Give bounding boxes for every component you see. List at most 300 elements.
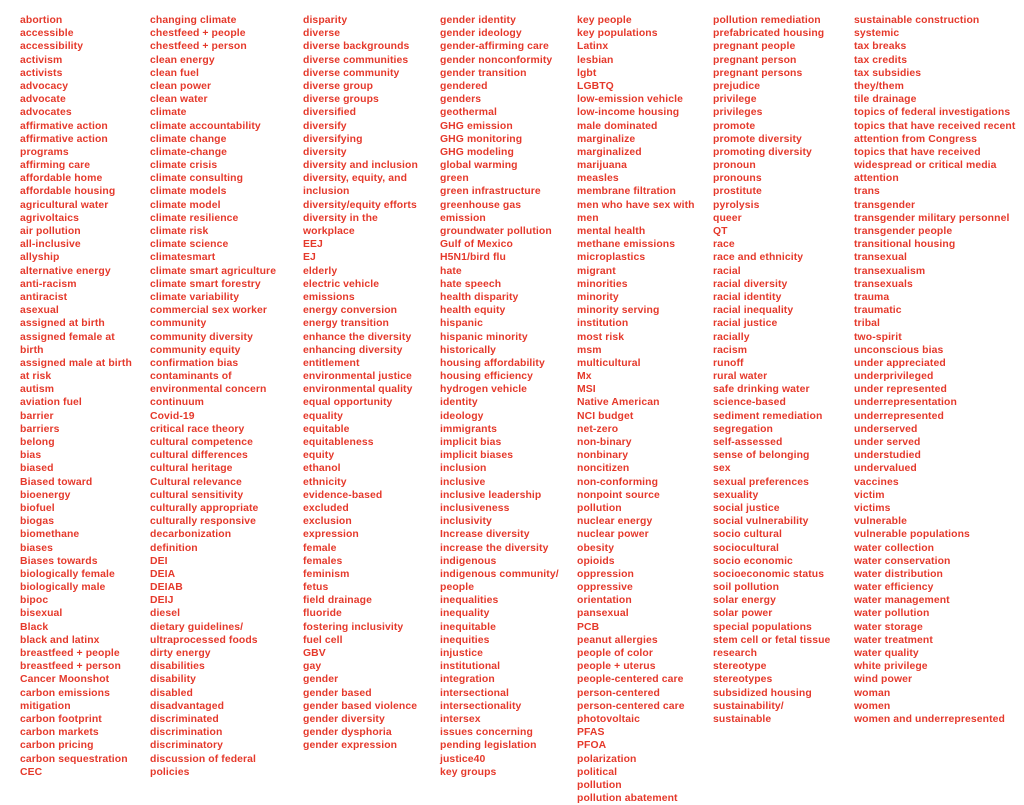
term: inclusiveness: [440, 502, 510, 514]
term: air pollution: [20, 226, 81, 237]
word-column-7: [854, 14, 1024, 726]
term: inclusion: [440, 463, 487, 475]
term: sustainable construction: [854, 15, 980, 26]
term: definition: [150, 542, 198, 554]
term: topics that have received recent attention from Congress: [854, 120, 1016, 145]
term: marginalized: [577, 146, 642, 158]
term: pansexual: [577, 608, 629, 620]
term: traumatic: [854, 305, 902, 317]
word-column-6: [713, 14, 854, 726]
term: low-income housing: [577, 107, 680, 119]
term: historically: [440, 344, 497, 356]
term: systemic: [854, 28, 900, 40]
term: gender identity: [440, 15, 516, 26]
word-column-1: [20, 14, 150, 779]
term: culturally appropriate: [150, 502, 259, 514]
term: barriers: [20, 423, 60, 435]
term: feminism: [303, 568, 350, 580]
term: photovoltaic: [577, 713, 640, 725]
term: most risk: [577, 331, 625, 343]
term: DEI: [150, 555, 168, 567]
term: non-conforming: [577, 476, 659, 488]
term: water management: [854, 595, 950, 607]
term: agricultural water: [20, 199, 109, 211]
term: sexual preferences: [713, 476, 809, 488]
term: topics of federal investigations: [854, 107, 1011, 119]
term: pyrolysis: [713, 199, 760, 211]
term: affirmative action: [20, 120, 108, 132]
term: Black: [20, 621, 49, 633]
term: NCI budget: [577, 410, 634, 422]
term: enhancing diversity: [303, 344, 403, 356]
term: equal opportunity: [303, 397, 393, 409]
term: diesel: [150, 608, 181, 620]
term: ideology: [440, 410, 484, 422]
term: underrepresentation: [854, 397, 957, 409]
term: orientation: [577, 595, 632, 607]
term: cultural competence: [150, 437, 253, 448]
term: minority: [577, 291, 619, 303]
term: racial diversity: [713, 278, 788, 290]
term: anti-racism: [20, 278, 77, 290]
term: trauma: [854, 291, 890, 303]
term: climate resilience: [150, 212, 239, 224]
term: minority serving institution: [577, 305, 660, 330]
term: disabilities: [150, 661, 205, 673]
term: females: [303, 555, 343, 567]
term: science-based: [713, 397, 786, 409]
term: biologically male: [20, 582, 106, 594]
term: gender diversity: [303, 713, 385, 725]
term: nonpoint source pollution: [577, 489, 660, 514]
term: tribal: [854, 318, 881, 330]
term: sediment remediation: [713, 410, 823, 422]
term: intersex: [440, 713, 481, 725]
term: they/them: [854, 80, 904, 92]
term: pregnant persons: [713, 67, 803, 79]
term: subsidized housing: [713, 687, 812, 699]
term: black and latinx: [20, 634, 100, 646]
term: pronouns: [713, 173, 762, 185]
term: tax breaks: [854, 41, 907, 53]
term: PFAS: [577, 727, 605, 739]
term: GHG modeling: [440, 146, 514, 158]
term: rural water: [713, 371, 768, 383]
term: key people: [577, 15, 632, 26]
term: pregnant person: [713, 54, 797, 66]
term: lesbian: [577, 54, 614, 66]
term: under appreciated: [854, 357, 946, 369]
term: person-centered care: [577, 700, 685, 712]
term: underprivileged: [854, 371, 934, 383]
term: water conservation: [854, 555, 951, 567]
term: housing efficiency: [440, 371, 534, 383]
term: diverse backgrounds: [303, 41, 410, 53]
term: race and ethnicity: [713, 252, 804, 264]
term: prejudice: [713, 80, 761, 92]
term: advocacy: [20, 80, 69, 92]
term: biased: [20, 463, 54, 475]
term: dietary guidelines/ ultraprocessed foods: [150, 621, 258, 646]
term: bipoc: [20, 595, 49, 607]
term: assigned male at birth: [20, 357, 132, 369]
term: Biases towards: [20, 555, 98, 567]
term: carbon footprint: [20, 713, 102, 725]
term: transgender military personnel: [854, 212, 1010, 224]
term: solar energy: [713, 595, 776, 607]
term: affirmative action programs: [20, 133, 108, 158]
term: clean water: [150, 94, 208, 106]
term: diversifying: [303, 133, 363, 145]
term: discriminated: [150, 713, 219, 725]
term: clean energy: [150, 54, 215, 66]
term: soil pollution: [713, 582, 780, 594]
term: affirming care: [20, 160, 91, 172]
term: male dominated: [577, 120, 658, 132]
term: Cancer Moonshot: [20, 674, 110, 686]
term: sustainability/ sustainable: [713, 700, 784, 725]
term: inequality: [440, 608, 490, 620]
term: diverse groups: [303, 94, 379, 106]
term: biogas: [20, 516, 55, 528]
term: sexuality: [713, 489, 759, 501]
term: socioeconomic status: [713, 568, 825, 580]
term: unconscious bias: [854, 344, 944, 356]
term: carbon sequestration: [20, 753, 128, 765]
term: PFOA: [577, 740, 607, 752]
term: minorities: [577, 278, 628, 290]
term: advocates: [20, 107, 72, 119]
term: geothermal: [440, 107, 498, 119]
term: obesity: [577, 542, 615, 554]
term: oppressive: [577, 582, 633, 594]
term: health disparity: [440, 291, 519, 303]
term: self-assessed: [713, 437, 783, 448]
term: special populations: [713, 621, 812, 633]
term: GHG monitoring: [440, 133, 523, 145]
term: cultural differences: [150, 450, 248, 462]
term: two-spirit: [854, 331, 902, 343]
term: community: [150, 318, 207, 330]
term: housing affordability: [440, 357, 545, 369]
term: climate smart forestry: [150, 278, 261, 290]
term: biomethane: [20, 529, 80, 541]
term: Native American: [577, 397, 660, 409]
term: affordable home: [20, 173, 103, 185]
term: PCB: [577, 621, 600, 633]
term: gender expression: [303, 740, 398, 752]
term: hispanic minority: [440, 331, 528, 343]
term: health equity: [440, 305, 506, 317]
term: transitional housing: [854, 239, 956, 251]
term: DEIJ: [150, 595, 174, 607]
term: water collection: [854, 542, 935, 554]
term: water distribution: [854, 568, 943, 580]
term: integration: [440, 674, 495, 686]
term: trans: [854, 186, 880, 198]
term: segregation: [713, 423, 773, 435]
term: pregnant people: [713, 41, 796, 53]
term: fluoride: [303, 608, 342, 620]
term: migrant: [577, 265, 616, 277]
term: intersectionality: [440, 700, 522, 712]
term: bisexual: [20, 608, 63, 620]
term: racial justice: [713, 318, 778, 330]
term: nuclear power: [577, 529, 649, 541]
term: equity: [303, 450, 335, 462]
term: LGBTQ: [577, 80, 614, 92]
term: climatesmart: [150, 252, 216, 264]
term: woman: [854, 687, 891, 699]
term: institutional: [440, 661, 501, 673]
term: vulnerable: [854, 516, 907, 528]
term: dirty energy: [150, 648, 211, 659]
term: diversity and inclusion: [303, 160, 418, 172]
term: nonbinary: [577, 450, 629, 462]
term: exclusion: [303, 516, 352, 528]
term: membrane filtration: [577, 186, 676, 198]
term: fuel cell: [303, 634, 343, 646]
term: hispanic: [440, 318, 483, 330]
term: vaccines: [854, 476, 899, 488]
term: changing climate: [150, 15, 237, 26]
term: emissions: [303, 291, 355, 303]
term: inclusivity: [440, 516, 492, 528]
term: assigned female at birth: [20, 331, 115, 356]
term: bias: [20, 450, 42, 462]
term: low-emission vehicle: [577, 94, 683, 106]
term: under represented: [854, 384, 947, 396]
term: cultural heritage: [150, 463, 233, 475]
term: vulnerable populations: [854, 529, 970, 541]
term: Covid-19: [150, 410, 195, 422]
term: abortion: [20, 15, 63, 26]
term: pollution: [577, 779, 622, 791]
term: key populations: [577, 28, 658, 40]
term: stereotypes: [713, 674, 773, 686]
term: race: [713, 239, 735, 251]
term: entitlement: [303, 357, 360, 369]
term: stereotype: [713, 661, 767, 673]
term: climate science: [150, 239, 229, 251]
term: nuclear energy: [577, 516, 653, 528]
term: biases: [20, 542, 53, 554]
term: carbon emissions mitigation: [20, 687, 110, 712]
term: environmental quality: [303, 384, 413, 396]
term: political: [577, 766, 618, 778]
term: immigrants: [440, 423, 498, 435]
term: racial: [713, 265, 741, 277]
term: women and underrepresented: [854, 713, 1005, 725]
term: fostering inclusivity: [303, 621, 404, 633]
term: water efficiency: [854, 582, 934, 594]
term: racially: [713, 331, 750, 343]
term: DEIAB: [150, 582, 183, 594]
term: hydrogen vehicle: [440, 384, 528, 396]
term: elderly: [303, 265, 338, 277]
term: climate-change: [150, 146, 228, 158]
term: chestfeed + person: [150, 41, 247, 53]
term: solar power: [713, 608, 773, 620]
term: energy transition: [303, 318, 389, 330]
term: transgender people: [854, 226, 953, 237]
term: diversity/equity efforts: [303, 199, 417, 211]
term: diverse group: [303, 80, 374, 92]
term: clean power: [150, 80, 212, 92]
term: social justice: [713, 502, 780, 514]
term: Gulf of Mexico: [440, 239, 513, 251]
term: female: [303, 542, 337, 554]
term: victims: [854, 502, 891, 514]
term: disadvantaged: [150, 700, 225, 712]
term: sense of belonging: [713, 450, 810, 462]
term: antiracist: [20, 291, 68, 303]
term: gender based violence: [303, 700, 418, 712]
term: Increase diversity: [440, 529, 530, 541]
term: H5N1/bird flu: [440, 252, 506, 264]
term: carbon markets: [20, 727, 99, 739]
term: socio cultural: [713, 529, 782, 541]
term: bioenergy: [20, 489, 71, 501]
term: chestfeed + people: [150, 28, 246, 40]
term: gender transition: [440, 67, 527, 79]
term: noncitizen: [577, 463, 630, 475]
term: water pollution: [854, 608, 930, 620]
term: topics that have received widespread or critical media attention: [854, 146, 997, 185]
term: people + uterus: [577, 661, 656, 673]
term: microplastics: [577, 252, 646, 264]
term: wind power: [854, 674, 913, 686]
word-column-4: [440, 14, 577, 779]
term: implicit bias: [440, 437, 502, 448]
term: diversity, equity, and inclusion: [303, 173, 408, 198]
term: diverse community: [303, 67, 400, 79]
term: water treatment: [854, 634, 933, 646]
term: activism: [20, 54, 63, 66]
term: transexuals: [854, 278, 913, 290]
term: sociocultural: [713, 542, 779, 554]
term: polarization: [577, 753, 637, 765]
term: barrier: [20, 410, 54, 422]
term: agrivoltaics: [20, 212, 79, 224]
term: mental health: [577, 226, 646, 237]
term: Latinx: [577, 41, 609, 53]
term: climate smart agriculture: [150, 265, 277, 277]
term: disabled: [150, 687, 193, 699]
term: energy conversion: [303, 305, 398, 317]
term: DEIA: [150, 568, 176, 580]
term: inequalities: [440, 595, 499, 607]
term: CEC: [20, 766, 43, 778]
term: gender dysphoria: [303, 727, 392, 739]
term: women: [854, 700, 891, 712]
term: inequities: [440, 634, 490, 646]
term: white privilege: [854, 661, 928, 673]
term: GBV: [303, 648, 326, 659]
term: multicultural: [577, 357, 641, 369]
term: EEJ: [303, 239, 323, 251]
term: people-centered care: [577, 674, 684, 686]
term: opioids: [577, 555, 615, 567]
term: biofuel: [20, 502, 55, 514]
term: climate model: [150, 199, 221, 211]
term: climate consulting: [150, 173, 244, 185]
term: electric vehicle: [303, 278, 380, 290]
term: continuum: [150, 397, 204, 409]
term: environmental justice: [303, 371, 412, 383]
term: person-centered: [577, 687, 660, 699]
term: ethnicity: [303, 476, 347, 488]
term: tile drainage: [854, 94, 917, 106]
term: decarbonization: [150, 529, 232, 541]
term: breastfeed + person: [20, 661, 121, 673]
term: indigenous: [440, 555, 497, 567]
term: racial identity: [713, 291, 782, 303]
term: community equity: [150, 344, 241, 356]
term: prefabricated housing: [713, 28, 825, 40]
term: safe drinking water: [713, 384, 810, 396]
term: key groups: [440, 766, 497, 778]
term: green: [440, 173, 469, 185]
word-column-2: [150, 14, 303, 779]
term: climate variability: [150, 291, 240, 303]
term: social vulnerability: [713, 516, 809, 528]
term: peanut allergies: [577, 634, 658, 646]
term: cultural sensitivity: [150, 489, 244, 501]
term: greenhouse gas emission: [440, 199, 522, 224]
term: msm: [577, 344, 602, 356]
term: tax credits: [854, 54, 908, 66]
term: prostitute: [713, 186, 762, 198]
term: pronoun: [713, 160, 756, 172]
term: climate accountability: [150, 120, 261, 132]
term: discriminatory: [150, 740, 224, 752]
term: affordable housing: [20, 186, 116, 198]
term: contaminants of environmental concern: [150, 371, 267, 396]
term: privilege: [713, 94, 757, 106]
term: privileges: [713, 107, 763, 119]
term: discussion of federal policies: [150, 753, 257, 778]
term: gender based: [303, 687, 372, 699]
term: accessibility: [20, 41, 84, 53]
term: stem cell or fetal tissue research: [713, 634, 831, 659]
term: inequitable: [440, 621, 496, 633]
term: inclusive: [440, 476, 486, 488]
term: evidence-based: [303, 489, 383, 501]
word-column-3: [303, 14, 440, 753]
term: implicit biases: [440, 450, 514, 462]
term: climate change: [150, 133, 227, 145]
term: gay: [303, 661, 322, 673]
term: Cultural relevance: [150, 476, 242, 488]
term: issues concerning pending legislation: [440, 727, 537, 752]
term: disparity: [303, 15, 348, 26]
term: men who have sex with men: [577, 199, 695, 224]
term: gender nonconformity: [440, 54, 553, 66]
term: advocate: [20, 94, 66, 106]
term: activists: [20, 67, 63, 79]
term: queer: [713, 212, 742, 224]
term: MSI: [577, 384, 596, 396]
term: net-zero: [577, 423, 619, 435]
term: pollution remediation: [713, 15, 821, 26]
term: allyship: [20, 252, 60, 264]
term: marginalize: [577, 133, 636, 145]
term: global warming: [440, 160, 518, 172]
term: diverse communities: [303, 54, 409, 66]
term: accessible: [20, 28, 74, 40]
term: runoff: [713, 357, 744, 369]
